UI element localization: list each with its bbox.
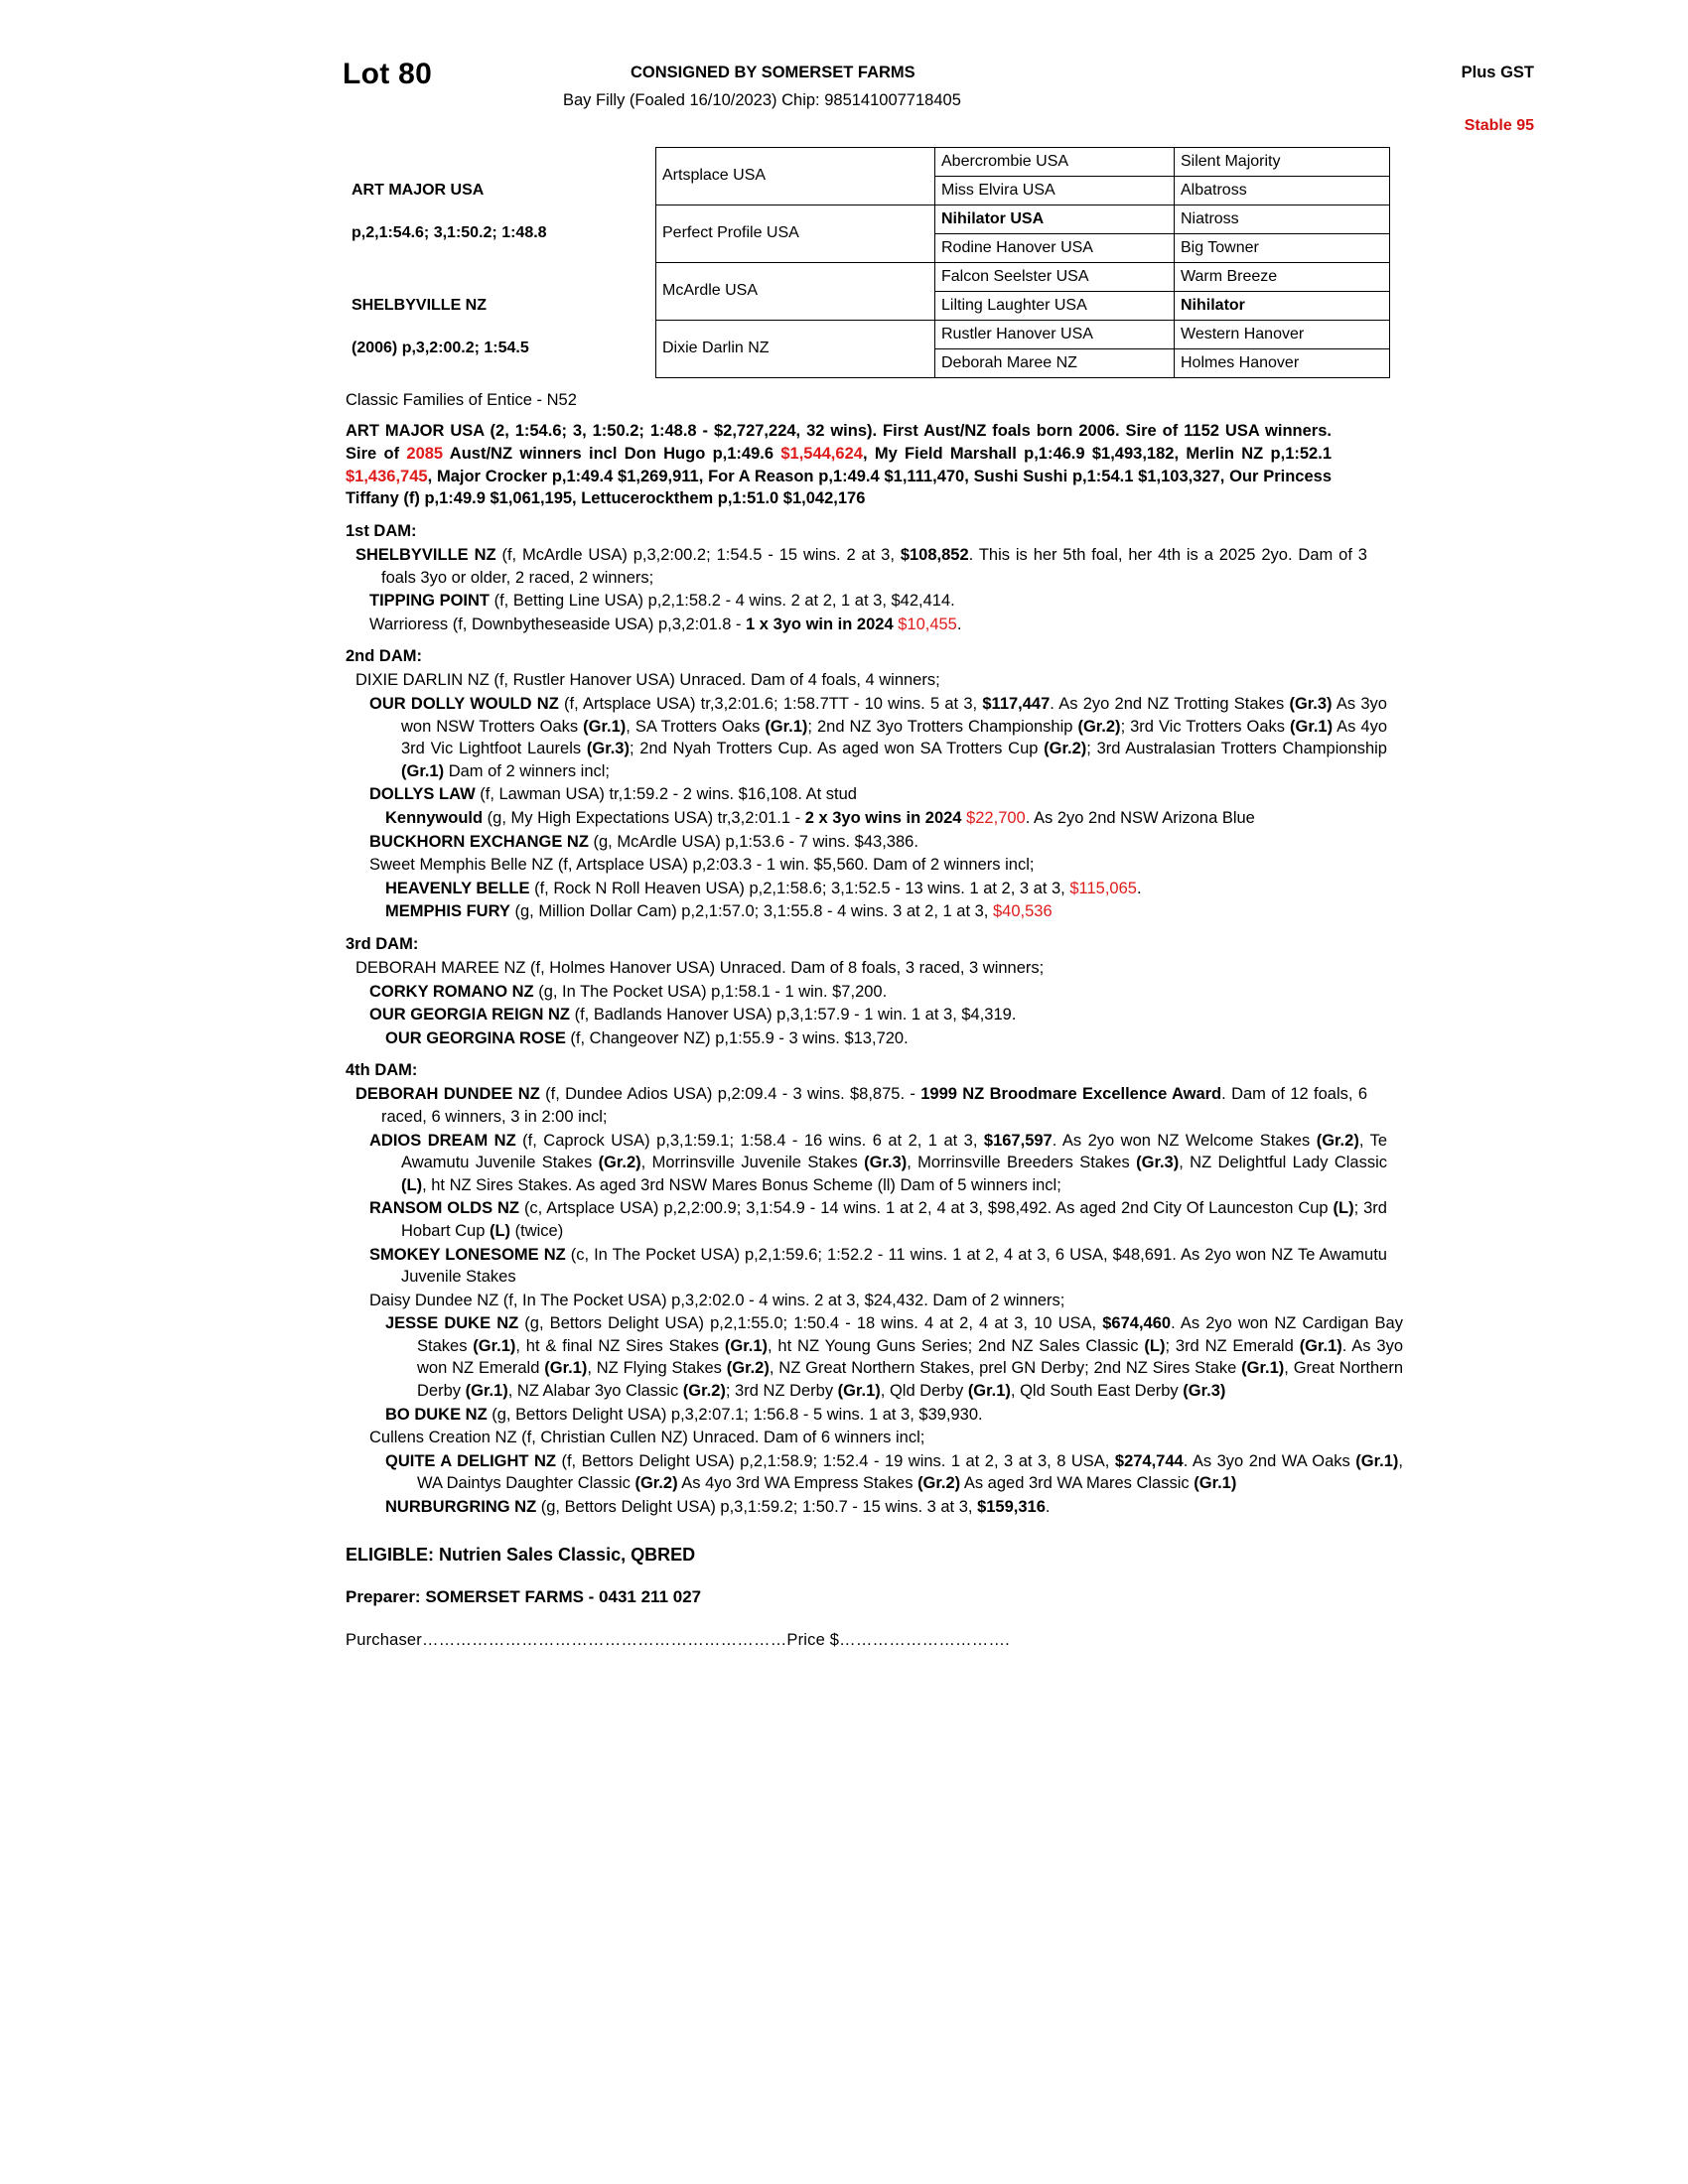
- entry-text: (f, Betting Line USA) p,2,1:58.2 - 4 wins. 2 at 2, 1 at 3, $42,414.: [490, 592, 955, 611]
- entry-text: $159,316: [977, 1498, 1046, 1517]
- consignor-line: CONSIGNED BY SOMERSET FARMS: [631, 64, 915, 81]
- pedigree-entry: [346, 900, 1403, 923]
- entry-text: , ht & final NZ Sires Stakes: [515, 1336, 725, 1355]
- entry-text: (f, Caprock USA) p,3,1:59.1; 1:58.4 - 16 wins. 6 at 2, 1 at 3,: [515, 1131, 984, 1150]
- gen4-cell-1: Silent Majority: [1175, 148, 1390, 177]
- entry-text: . As 3yo won NZ Emerald: [417, 1336, 1404, 1378]
- pedigree-entry: [346, 1083, 1367, 1128]
- pedigree-entry: [346, 1027, 1403, 1050]
- entry-text: (Gr.2): [634, 1474, 678, 1493]
- gen3-cell-5: Falcon Seelster USA: [935, 263, 1175, 292]
- entry-text: (Gr.2): [726, 1359, 770, 1378]
- pedigree-entry: [346, 831, 1387, 854]
- entry-text: .: [956, 614, 962, 633]
- entry-text: (Gr.2): [1316, 1131, 1359, 1150]
- entry-text: . As 3yo 2nd WA Oaks: [1183, 1451, 1356, 1470]
- gen4-cell-3: Niatross: [1175, 205, 1390, 234]
- horse-description: Bay Filly (Foaled 16/10/2023) Chip: 985141007718405: [563, 91, 961, 109]
- entry-text: $167,597: [983, 1131, 1053, 1150]
- gen4-cell-2: Albatross: [1175, 177, 1390, 205]
- entry-text: . As 2yo 2nd NZ Trotting Stakes: [1050, 695, 1290, 714]
- entry-text: (Gr.1): [544, 1359, 588, 1378]
- entry-text: $108,852: [900, 546, 969, 565]
- entry-text: , Morrinsville Juvenile Stakes: [640, 1154, 865, 1172]
- entry-text: $115,065: [1069, 879, 1137, 897]
- entry-text: (Gr.3): [1183, 1382, 1226, 1401]
- entry-text: DEBORAH DUNDEE NZ: [355, 1085, 540, 1104]
- entry-text: As 4yo 3rd WA Empress Stakes: [677, 1474, 918, 1493]
- entry-text: SHELBYVILLE NZ: [355, 546, 496, 565]
- eligible-line: ELIGIBLE: Nutrien Sales Classic, QBRED: [346, 1544, 696, 1565]
- entry-text: . As 2yo 2nd NSW Arizona Blue: [1025, 809, 1255, 827]
- pedigree-entry: [346, 614, 1387, 636]
- entry-text: (Gr.1): [765, 717, 808, 736]
- sire-summary-paragraph: [346, 420, 1332, 510]
- dam-sire-cell: McArdle USA: [656, 263, 935, 321]
- entry-text: (c, Artsplace USA) p,2,2:00.9; 3,1:54.9 - 14 wins. 1 at 2, 4 at 3, $98,492. As aged 2nd City Of Launceston Cup: [519, 1199, 1334, 1218]
- table-row: [346, 148, 1390, 177]
- preparer-line: Preparer: SOMERSET FARMS - 0431 211 027: [346, 1586, 702, 1606]
- pedigree-entry: [346, 1197, 1387, 1242]
- entry-text: ; 2nd Nyah Trotters Cup. As aged won SA Trotters Cup: [629, 740, 1045, 758]
- dam-dam-cell: Dixie Darlin NZ: [656, 321, 935, 378]
- entry-text: Warrioress (f, Downbytheseaside USA) p,3,2:01.8 -: [369, 614, 747, 633]
- table-row: [346, 263, 1390, 292]
- entry-text: 1999 NZ Broodmare Excellence Award: [920, 1085, 1222, 1104]
- entry-text: (Gr.1): [1289, 717, 1334, 736]
- entry-text: . As 2yo won NZ Cardigan Bay Stakes: [417, 1314, 1403, 1355]
- sire-record-cell: p,2,1:54.6; 3,1:50.2; 1:48.8: [352, 224, 547, 242]
- entry-text: (Gr.3): [1289, 695, 1333, 714]
- sire-name-cell: ART MAJOR USA: [352, 181, 485, 199]
- entry-text: (Gr.2): [598, 1154, 641, 1172]
- entry-text: CORKY ROMANO NZ: [369, 982, 534, 1001]
- entry-text: (Gr.1): [1194, 1474, 1237, 1493]
- sire-count-highlight: 2085: [406, 444, 444, 463]
- entry-text: $22,700: [966, 809, 1026, 827]
- entry-text: ; 3rd Hobart Cup: [401, 1199, 1387, 1240]
- entry-text: Daisy Dundee NZ (f, In The Pocket USA) p,3,2:02.0 - 4 wins. 2 at 3, $24,432. Dam of 2 winners;: [369, 1291, 1065, 1309]
- entry-text: , WA Daintys Daughter Classic: [417, 1451, 1403, 1493]
- dam-sections: [343, 522, 1569, 1519]
- entry-text: (Gr.1): [583, 717, 627, 736]
- entry-text: (Gr.3): [1136, 1154, 1180, 1172]
- entry-text: SMOKEY LONESOME NZ: [369, 1245, 566, 1264]
- entry-text: (g, Bettors Delight USA) p,3,1:59.2; 1:50.7 - 15 wins. 3 at 3,: [536, 1498, 978, 1517]
- entry-text: (g, My High Expectations USA) tr,3,2:01.1 -: [483, 809, 805, 827]
- plus-gst-label: Plus GST: [1461, 64, 1534, 81]
- dam-record-cell: (2006) p,3,2:00.2; 1:54.5: [352, 340, 529, 357]
- entry-text: (f, Artsplace USA) tr,3,2:01.6; 1:58.7TT - 10 wins. 5 at 3,: [558, 695, 983, 714]
- dam-heading: 4th DAM:: [346, 1061, 418, 1080]
- sire-earnings-2: $1,436,745: [346, 467, 428, 485]
- table-row: [346, 205, 1390, 234]
- entry-text: , Great Northern Derby: [417, 1359, 1404, 1401]
- entry-text: (Gr.1): [837, 1382, 881, 1401]
- entry-text: (f, Rock N Roll Heaven USA) p,2,1:58.6; 3,1:52.5 - 13 wins. 1 at 2, 3 at 3,: [529, 879, 1070, 897]
- gen4-cell-5: Warm Breeze: [1175, 263, 1390, 292]
- entry-text: , Morrinsville Breeders Stakes: [907, 1154, 1137, 1172]
- entry-text: DEBORAH MAREE NZ (f, Holmes Hanover USA) Unraced. Dam of 8 foals, 3 raced, 3 winners;: [355, 958, 1045, 977]
- entry-text: $674,460: [1102, 1314, 1172, 1333]
- page-header: [343, 50, 1569, 141]
- entry-text: (Gr.1): [1355, 1451, 1399, 1470]
- pedigree-entry: [346, 1404, 1403, 1427]
- pedigree-entry: [346, 669, 1367, 692]
- pedigree-entry: [346, 1312, 1403, 1402]
- entry-text: (g, McArdle USA) p,1:53.6 - 7 wins. $43,386.: [588, 832, 918, 851]
- entry-text: (L): [1333, 1199, 1354, 1218]
- gen3-cell-4: Rodine Hanover USA: [935, 234, 1175, 263]
- entry-text: (Gr.1): [1299, 1336, 1342, 1355]
- pedigree-entry: [346, 1244, 1387, 1289]
- entry-text: 1 x 3yo win in 2024: [746, 614, 894, 633]
- lot-number: Lot 80: [343, 58, 433, 90]
- entry-text: 2 x 3yo wins in 2024: [804, 809, 962, 827]
- dam-heading: 1st DAM:: [346, 522, 417, 541]
- entry-text: Dam of 2 winners incl;: [444, 761, 611, 780]
- sire-text-4: , Major Crocker p,1:49.4 $1,269,911, For A Reason p,1:49.4 $1,111,470, Sushi Sushi p,1:54.1 $1,103,327, Our Princess Tiffany (f) p,1:49.9 $1,061,195, Lettucerockthem p,1:51.0 $1,042,176: [346, 467, 1332, 508]
- entry-text: (f, Changeover NZ) p,1:55.9 - 3 wins. $13,720.: [565, 1028, 909, 1047]
- gen3-cell-2: Miss Elvira USA: [935, 177, 1175, 205]
- entry-text: (c, In The Pocket USA) p,2,1:59.6; 1:52.2 - 11 wins. 1 at 2, 4 at 3, 6 USA, $48,691. As 2yo won NZ Te Awamutu Juvenile Stakes: [401, 1245, 1387, 1287]
- sire-dam-cell: Perfect Profile USA: [656, 205, 935, 263]
- pedigree-entry: [346, 1496, 1403, 1519]
- sire-text-2: Aust/NZ winners incl Don Hugo p,1:49.6: [443, 444, 781, 463]
- sire-blank-cell: [346, 148, 656, 177]
- entry-text: (g, Bettors Delight USA) p,2,1:55.0; 1:50.4 - 18 wins. 4 at 2, 4 at 3, 10 USA,: [518, 1314, 1103, 1333]
- entry-text: ; 3rd NZ Emerald: [1165, 1336, 1300, 1355]
- entry-text: (Gr.1): [473, 1336, 516, 1355]
- gen3-cell-3: Nihilator USA: [935, 205, 1175, 234]
- pedigree-entry: [346, 1290, 1387, 1312]
- classic-families-line: Classic Families of Entice - N52: [346, 391, 577, 409]
- gen4-cell-7: Western Hanover: [1175, 321, 1390, 349]
- gen4-cell-8: Holmes Hanover: [1175, 349, 1390, 378]
- dam-name-cell: SHELBYVILLE NZ: [352, 296, 488, 314]
- sire-text-1: ART MAJOR USA (2, 1:54.6; 3, 1:50.2; 1:48.8 - $2,727,224, 32 wins). First Aust/NZ foals born 2006. Sire of 1152 USA winners. Sire of: [346, 422, 1332, 463]
- pedigree-entry: [346, 544, 1367, 589]
- entry-text: $40,536: [992, 902, 1053, 921]
- pedigree-table: [346, 147, 1390, 378]
- entry-text: , NZ Delightful Lady Classic: [1179, 1154, 1387, 1172]
- entry-text: OUR GEORGIA REIGN NZ: [369, 1006, 570, 1024]
- entry-text: , NZ Great Northern Stakes, prel GN Derby; 2nd NZ Sires Stake: [769, 1359, 1242, 1378]
- entry-text: ; 2nd NZ 3yo Trotters Championship: [807, 717, 1078, 736]
- entry-text: . As 2yo won NZ Welcome Stakes: [1052, 1131, 1317, 1150]
- entry-text: (Gr.2): [1077, 717, 1121, 736]
- sire-earnings-1: $1,544,624: [780, 444, 863, 463]
- entry-text: . This is her 5th foal, her 4th is a 2025 2yo. Dam of 3 foals 3yo or older, 2 raced, 2 winners;: [381, 546, 1367, 587]
- entry-text: (L): [401, 1175, 423, 1194]
- entry-text: (g, Million Dollar Cam) p,2,1:57.0; 3,1:55.8 - 4 wins. 3 at 2, 1 at 3,: [509, 902, 993, 921]
- sire-text-3: , My Field Marshall p,1:46.9 $1,493,182, Merlin NZ p,1:52.1: [862, 444, 1332, 463]
- entry-text: . Dam of 12 foals, 6 raced, 6 winners, 3 in 2:00 incl;: [381, 1085, 1367, 1126]
- entry-text: , Qld South East Derby: [1010, 1382, 1184, 1401]
- pedigree-entry: [346, 807, 1403, 830]
- pedigree-entry: [346, 854, 1387, 877]
- sire-sire-cell: Artsplace USA: [656, 148, 935, 205]
- entry-text: TIPPING POINT: [369, 592, 491, 611]
- entry-text: Cullens Creation NZ (f, Christian Cullen NZ) Unraced. Dam of 6 winners incl;: [369, 1429, 925, 1447]
- pedigree-entry: [346, 783, 1387, 806]
- entry-text: Kennywould: [385, 809, 484, 827]
- entry-text: BUCKHORN EXCHANGE NZ: [369, 832, 589, 851]
- pedigree-entry: [346, 1450, 1403, 1495]
- table-row: [346, 321, 1390, 349]
- entry-text: ADIOS DREAM NZ: [369, 1131, 516, 1150]
- pedigree-entry: [346, 1004, 1387, 1026]
- entry-text: (Gr.2): [1044, 740, 1087, 758]
- entry-text: ; 3rd Vic Trotters Oaks: [1120, 717, 1290, 736]
- entry-text: .: [1045, 1498, 1051, 1517]
- entry-text: (Gr.2): [682, 1382, 726, 1401]
- entry-text: JESSE DUKE NZ: [385, 1314, 519, 1333]
- dam-heading: 3rd DAM:: [346, 934, 419, 953]
- gen4-cell-6: Nihilator: [1175, 292, 1390, 321]
- entry-text: (Gr.3): [586, 740, 630, 758]
- entry-text: (L): [1144, 1336, 1166, 1355]
- gen3-cell-8: Deborah Maree NZ: [935, 349, 1175, 378]
- stable-badge: Stable 95: [1464, 117, 1534, 134]
- entry-text: , Te Awamutu Juvenile Stakes: [401, 1131, 1388, 1172]
- entry-text: RANSOM OLDS NZ: [369, 1199, 520, 1218]
- entry-text: (L): [489, 1221, 511, 1240]
- entry-text: , ht NZ Sires Stakes. As aged 3rd NSW Mares Bonus Scheme (ll) Dam of 5 winners incl;: [422, 1175, 1061, 1194]
- entry-text: (Gr.1): [724, 1336, 769, 1355]
- entry-text: (Gr.1): [967, 1382, 1011, 1401]
- entry-text: (f, Dundee Adios USA) p,2:09.4 - 3 wins. $8,875. -: [539, 1085, 921, 1104]
- entry-text: NURBURGRING NZ: [385, 1498, 537, 1517]
- entry-text: $10,455: [898, 614, 957, 633]
- entry-text: As aged 3rd WA Mares Classic: [960, 1474, 1195, 1493]
- entry-text: , NZ Flying Stakes: [587, 1359, 727, 1378]
- entry-text: QUITE A DELIGHT NZ: [385, 1451, 556, 1470]
- purchaser-line: Purchaser…………………………………………………………Price $………………………….: [346, 1630, 1010, 1649]
- gen3-cell-1: Abercrombie USA: [935, 148, 1175, 177]
- entry-text: (twice): [510, 1221, 564, 1240]
- entry-text: (Gr.1): [465, 1382, 508, 1401]
- entry-text: $274,744: [1114, 1451, 1184, 1470]
- entry-text: , ht NZ Young Guns Series; 2nd NZ Sales Classic: [768, 1336, 1145, 1355]
- entry-text: , NZ Alabar 3yo Classic: [507, 1382, 683, 1401]
- entry-text: $117,447: [982, 695, 1051, 714]
- pedigree-entry: [346, 1130, 1387, 1197]
- entry-text: DOLLYS LAW: [369, 785, 476, 804]
- entry-text: As 3yo won NSW Trotters Oaks: [401, 695, 1387, 736]
- entry-text: OUR GEORGINA ROSE: [385, 1028, 566, 1047]
- entry-text: (f, Badlands Hanover USA) p,3,1:57.9 - 1 win. 1 at 3, $4,319.: [569, 1006, 1017, 1024]
- entry-text: (f, McArdle USA) p,3,2:00.2; 1:54.5 - 15 wins. 2 at 3,: [495, 546, 901, 565]
- pedigree-entry: [346, 693, 1387, 782]
- pedigree-entry: [346, 590, 1387, 613]
- gen4-cell-4: Big Towner: [1175, 234, 1390, 263]
- dam-blank-cell: [346, 263, 656, 292]
- entry-text: DIXIE DARLIN NZ (f, Rustler Hanover USA) Unraced. Dam of 4 foals, 4 winners;: [355, 671, 940, 690]
- entry-text: BO DUKE NZ: [385, 1405, 488, 1424]
- entry-text: (Gr.3): [864, 1154, 908, 1172]
- gen3-cell-7: Rustler Hanover USA: [935, 321, 1175, 349]
- entry-text: OUR DOLLY WOULD NZ: [369, 695, 559, 714]
- entry-text: (f, Bettors Delight USA) p,2,1:58.9; 1:52.4 - 19 wins. 1 at 2, 3 at 3, 8 USA,: [555, 1451, 1115, 1470]
- entry-text: (f, Lawman USA) tr,1:59.2 - 2 wins. $16,108. At stud: [475, 785, 857, 804]
- pedigree-entry: [346, 1427, 1387, 1449]
- entry-text: (g, In The Pocket USA) p,1:58.1 - 1 win. $7,200.: [533, 982, 888, 1001]
- entry-text: HEAVENLY BELLE: [385, 879, 530, 897]
- dam-heading: 2nd DAM:: [346, 647, 422, 666]
- entry-text: (Gr.2): [917, 1474, 961, 1493]
- entry-text: ; 3rd Australasian Trotters Championship: [1086, 740, 1387, 758]
- entry-text: , Qld Derby: [880, 1382, 968, 1401]
- entry-text: (Gr.1): [1241, 1359, 1285, 1378]
- pedigree-entry: [346, 957, 1367, 980]
- entry-text: ; 3rd NZ Derby: [725, 1382, 838, 1401]
- gen3-cell-6: Lilting Laughter USA: [935, 292, 1175, 321]
- entry-text: (g, Bettors Delight USA) p,3,2:07.1; 1:56.8 - 5 wins. 1 at 3, $39,930.: [487, 1405, 983, 1424]
- entry-text: .: [1136, 879, 1142, 897]
- pedigree-entry: [346, 981, 1387, 1004]
- entry-text: (Gr.1): [401, 761, 445, 780]
- entry-text: , SA Trotters Oaks: [626, 717, 766, 736]
- entry-text: Sweet Memphis Belle NZ (f, Artsplace USA) p,2:03.3 - 1 win. $5,560. Dam of 2 winners incl;: [369, 856, 1035, 875]
- pedigree-entry: [346, 878, 1403, 900]
- entry-text: MEMPHIS FURY: [385, 902, 510, 921]
- entry-text: As 4yo 3rd Vic Lightfoot Laurels: [401, 717, 1388, 758]
